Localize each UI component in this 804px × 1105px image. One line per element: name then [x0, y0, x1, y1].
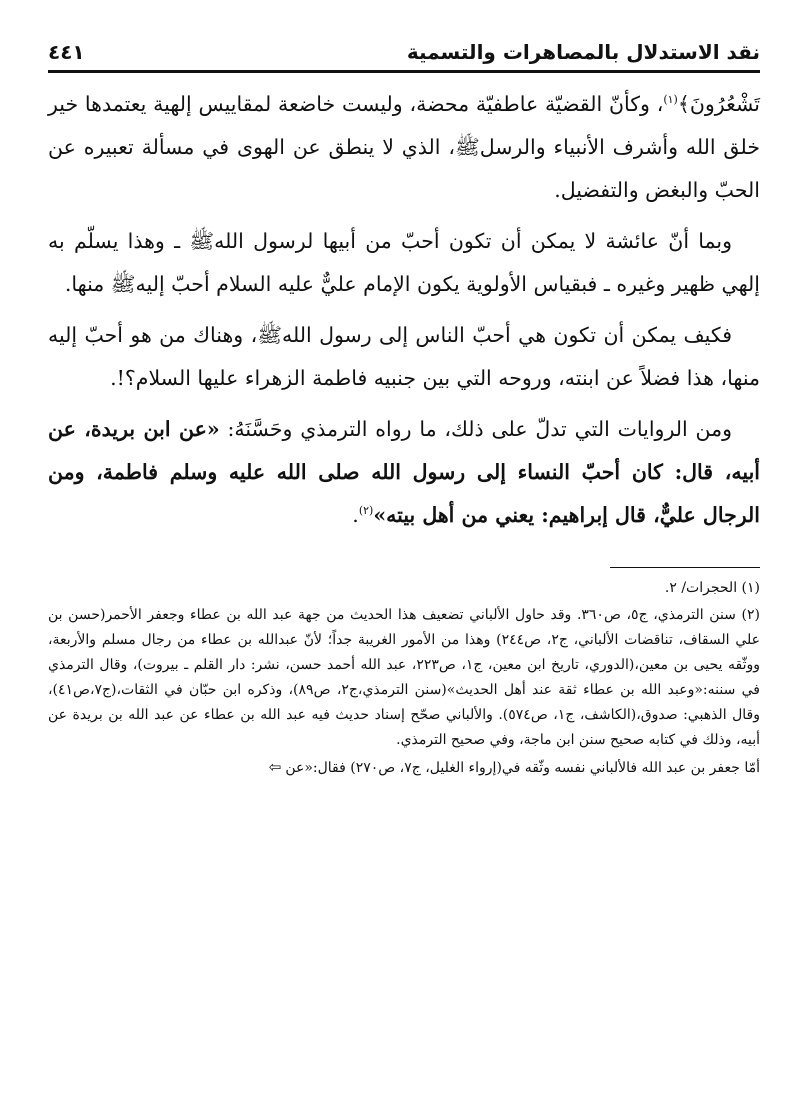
paragraph-4-lead: ومن الروايات التي تدلّ على ذلك، ما رواه الترمذي وحَسَّنَهُ:	[219, 417, 733, 441]
footnote-1: (١) الحجرات/ ٢.	[664, 580, 760, 596]
book-page	[48, 28, 760, 783]
continue-arrow-icon: ⇦	[268, 758, 282, 776]
footnote-ref-2: (٢)	[358, 504, 374, 518]
quran-verse-ending: تَشْعُرُونَ﴾	[677, 92, 760, 116]
footnote-ref-1: (١)	[663, 93, 678, 107]
paragraph-1	[48, 83, 760, 212]
footnote-2: (٢) سنن الترمذي، ج٥، ص٣٦٠. وقد حاول الألباني تضعيف هذا الحديث من جهة عبد الله بن عطاء وجعفر الأحمر(حسن بن علي السقاف، تناقضات الألباني، ج٢، ص٢٤٤) وهذا من الأمور الغريبة جداً؛ لأنّ عبدالله بن عطاء من رجال مسلم والأربعة، ووثّقه يحيى بن معين،(الدوري، تاريخ ابن معين، ج١، ص٢٢٣، عبد الله أحمد حسن، نشر: دار القلم ـ بيروت)، وقال الترمذي في سننه:«وعبد الله بن عطاء ثقة عند أهل الحديث»(سنن الترمذي،ج٢، ص٨٩)، وذكره ابن حبّان في الثقات،(ج٧،ص٤١)، وقال الذهبي: صدوق،(الكاشف، ج١، ص٥٧٤). والألباني صحّح إسناد حديث فيه عبد الله بن عطاء عن عبد الله بن بريدة عن أبيه، وذلك في كتابه صحيح سنن ابن ماجة، وفي صحيح الترمذي.	[48, 607, 760, 748]
footnote-rule	[610, 567, 760, 568]
hadith-quote: «عن ابن بريدة، عن أبيه، قال: كان أحبّ النساء إلى رسول الله صلى الله عليه وسلم فاطمة، ومن الرجال عليٌّ، قال إبراهيم: يعني من أهل بيته»	[48, 417, 760, 527]
paragraph-1-text: ، وكأنّ القضيّة عاطفيّة محضة، وليست خاضعة لمقاييس إلهية يعتمدها خير خلق الله وأشرف الأنبياء والرسلﷺ، الذي لا ينطق عن الهوى في مسألة تعبيره عن الحبّ والبغض والتفضيل.	[48, 92, 760, 202]
paragraph-2: وبما أنّ عائشة لا يمكن أن تكون أحبّ من أبيها لرسول اللهﷺ ـ وهذا يسلّم به إلهي ظهير وغيره ـ فبقياس الأولوية يكون الإمام عليٌّ عليه السلام أحبّ إليهﷺ منها.	[48, 229, 760, 296]
paragraph-4	[48, 408, 760, 537]
page-number: ٤٤١	[48, 40, 85, 64]
running-head	[48, 28, 760, 64]
paragraph-4-end: .	[352, 503, 359, 527]
main-text	[48, 83, 760, 537]
running-title: نقد الاستدلال بالمصاهرات والتسمية	[406, 40, 760, 64]
paragraph-3: فكيف يمكن أن تكون هي أحبّ الناس إلى رسول اللهﷺ، وهناك من هو أحبّ إليه منها، هذا فضلاً عن ابنته، وروحه التي بين جنبيه فاطمة الزهراء عليها السلام؟!.	[48, 323, 760, 390]
footnote-2-continued-text: أمّا جعفر بن عبد الله فالألباني نفسه وثّقه في(إرواء الغليل، ج٧، ص٢٧٠) فقال:«عن	[285, 760, 760, 776]
header-rule	[48, 70, 760, 73]
footnotes	[48, 576, 760, 781]
footnote-2-continued	[48, 755, 760, 781]
